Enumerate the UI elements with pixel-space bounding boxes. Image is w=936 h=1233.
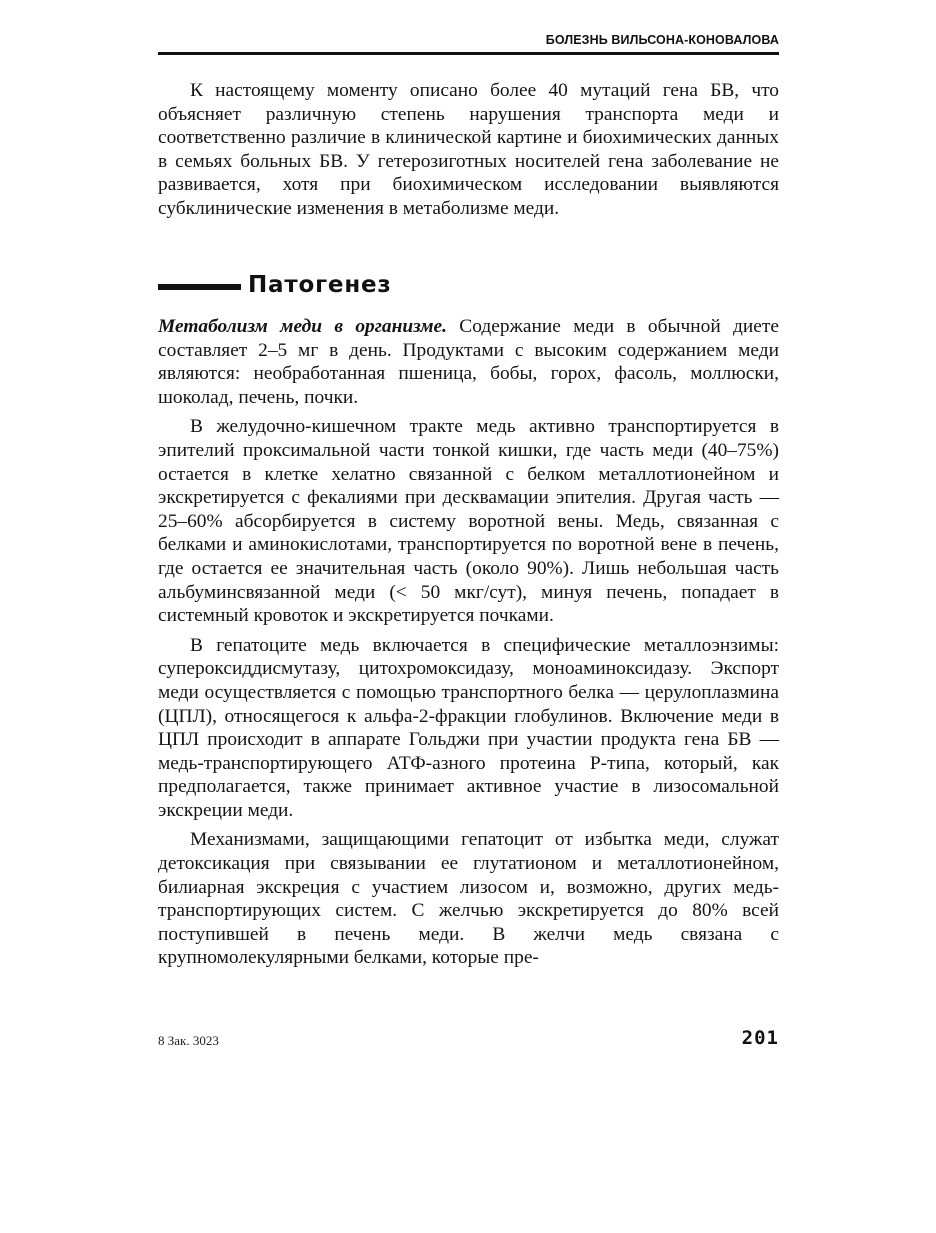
printer-signature: 8 Зак. 3023 (158, 1033, 219, 1048)
paragraph-1-text: Содержание меди в обычной диете составляет 2–5 мг в день. Продуктами с высоким содержанием меди являются: необработанная пшеница, бобы, горох, фасоль, моллюски, шоколад, печень, почки. (158, 316, 779, 408)
intro-paragraph: К настоящему моменту описано более 40 мутаций гена БВ, что объясняет различную степень нарушения транспорта меди и соответственно различие в клинической картине и биохимических данных в семьях больных БВ. У гетерозиготных носителей гена заболевание не развивается, хотя при биохимическом исследовании выявляются субклинические изменения в метаболизме меди. (158, 80, 779, 219)
section-title: Патогенез (248, 272, 392, 298)
page-number: 201 (741, 1027, 779, 1049)
intro-block (158, 79, 779, 221)
section-body (158, 315, 779, 970)
paragraph-4: Механизмами, защищающими гепатоцит от избытка меди, служат детоксикация при связывании ее глутатионом и металлотионейном, билиарная экскреция с участием лизосом и, возможно, других медь-транспортирующих систем. С желчью экскретируется до 80% всей поступившей в печень меди. В желчи медь связана с крупномолекулярными белками, которые пре- (158, 829, 779, 969)
running-header: БОЛЕЗНЬ ВИЛЬСОНА-КОНОВАЛОВА (545, 33, 779, 47)
paragraph-2: В желудочно-кишечном тракте медь активно транспортируется в эпителий проксимальной части тонкой кишки, где часть меди (40–75%) остается в клетке хелатно связанной с белком металлотионейном и экскретируется с фекалиями при десквамации эпителия. Другая часть — 25–60% абсорбируется в систему воротной вены. Медь, связанная с белками и аминокислотами, транспортируется по воротной вене в печень, где остается ее значительная часть (около 90%). Лишь небольшая часть альбуминсвязанной меди (< 50 мкг/сут), минуя печень, попадает в системный кровоток и экскретируется почками. (158, 416, 779, 627)
header-rule (158, 52, 779, 55)
paragraph-1 (158, 315, 779, 409)
runin-heading: Метаболизм меди в организме. (158, 316, 447, 337)
paragraph-3: В гепатоците медь включается в специфические металлоэнзимы: супероксиддисмутазу, цитохромоксидазу, моноаминоксидазу. Экспорт меди осуществляется с помощью транспортного белка — церулоплазмина (ЦПЛ), относящегося к альфа-2-фракции глобулинов. Включение меди в ЦПЛ происходит в аппарате Гольджи при участии продукта гена БВ — медь-транспортирующего АТФ-азного протеина Р-типа, который, как предполагается, также принимает активное участие в лизосомальной экскреции меди. (158, 634, 779, 821)
section-marker-bar (158, 284, 241, 290)
